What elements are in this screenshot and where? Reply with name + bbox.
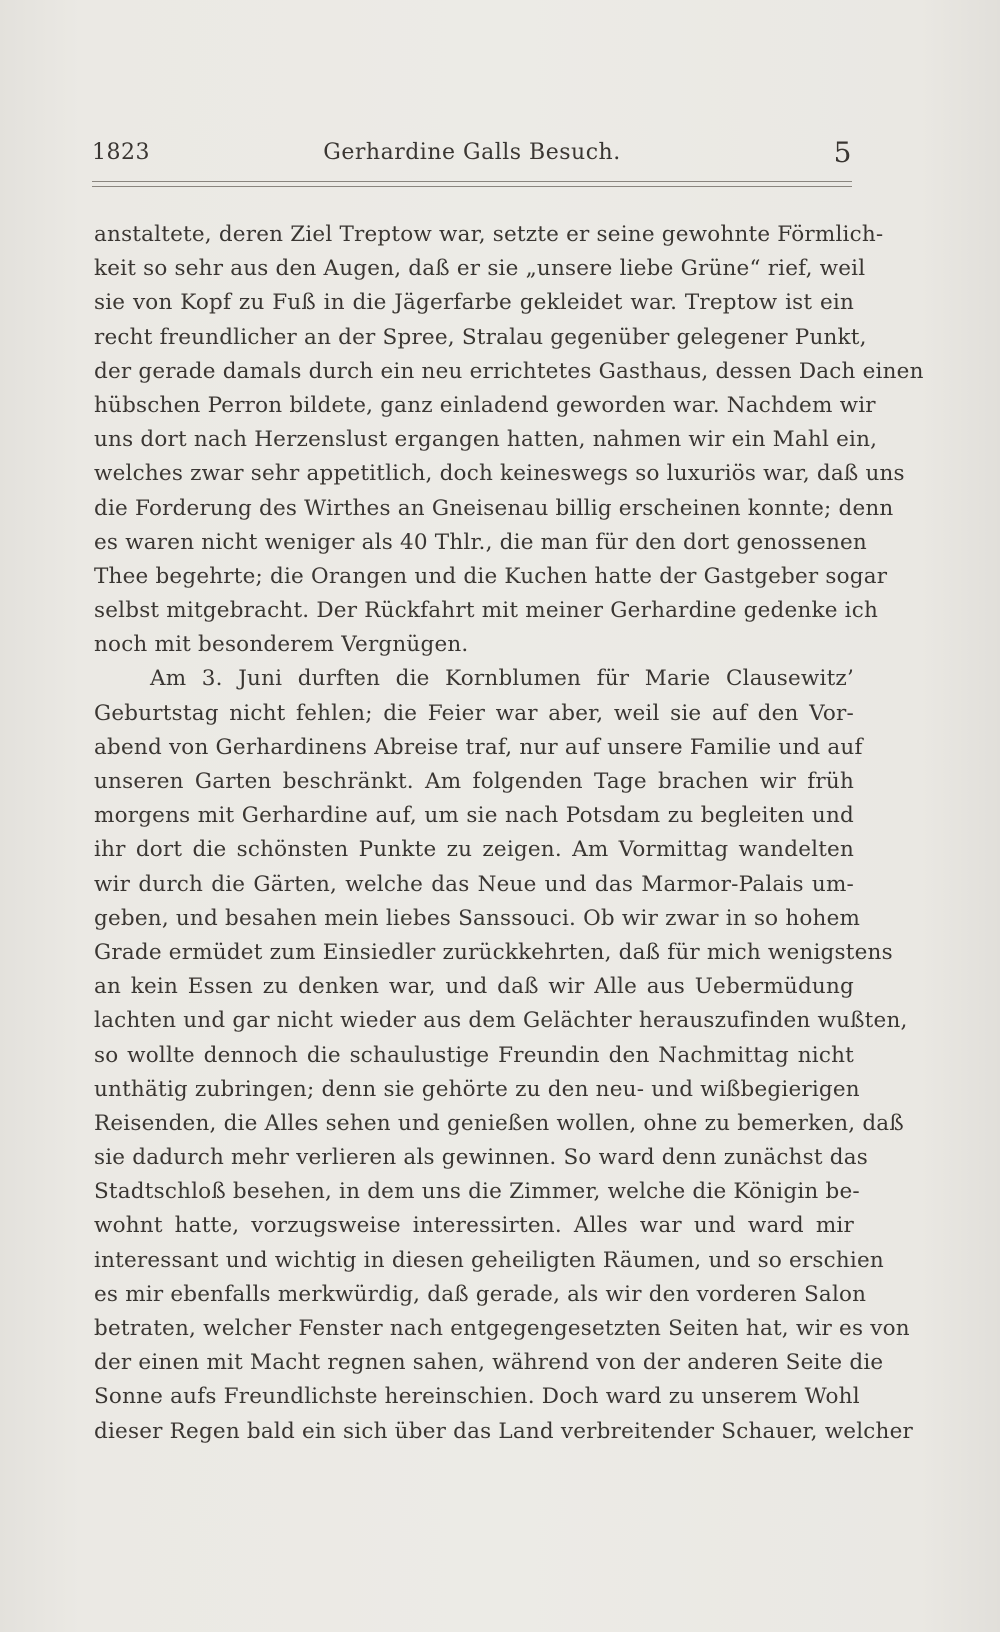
text-line: welches zwar sehr appetitlich, doch keineswegs so luxuriös war, daß uns <box>94 461 905 487</box>
header-rule <box>92 181 852 182</box>
text-line: interessant und wichtig in diesen geheiligten Räumen, und so erschien <box>94 1247 884 1273</box>
text-line: keit so sehr aus den Augen, daß er sie „unsere liebe Grüne“ rief, weil <box>94 256 866 282</box>
text-line: abend von Gerhardinens Abreise traf, nur auf unsere Familie und auf <box>94 734 863 760</box>
text-line: uns dort nach Herzenslust ergangen hatten, nahmen wir ein Mahl ein, <box>94 427 878 453</box>
text-line: noch mit besonderem Vergnügen. <box>94 632 469 658</box>
paragraph <box>94 662 913 1448</box>
text-line: wohnt hatte, vorzugsweise interessirten. Alles war und ward mir <box>94 1213 854 1239</box>
text-line: Grade ermüdet zum Einsiedler zurückkehrten, daß für mich wenigstens <box>94 939 893 965</box>
text-line: recht freundlicher an der Spree, Stralau gegenüber gelegener Punkt, <box>94 324 867 350</box>
text-line: sie von Kopf zu Fuß in die Jägerfarbe gekleidet war. Treptow ist ein <box>94 290 854 316</box>
text-line: Geburtstag nicht fehlen; die Feier war aber, weil sie auf den Vor- <box>94 700 854 726</box>
page-number: 5 <box>833 136 852 169</box>
text-line: der einen mit Macht regnen sahen, während von der anderen Seite die <box>94 1350 884 1376</box>
header-rule-double <box>92 186 852 187</box>
text-line: sie dadurch mehr verlieren als gewinnen. So ward denn zunächst das <box>94 1145 868 1171</box>
text-line: Am 3. Juni durften die Kornblumen für Marie Clausewitz’ <box>150 666 854 692</box>
text-line: dieser Regen bald ein sich über das Land verbreitender Schauer, welcher <box>94 1418 913 1444</box>
text-line: hübschen Perron bildete, ganz einladend geworden war. Nachdem wir <box>94 392 876 418</box>
text-line: Sonne aufs Freundlichste hereinschien. Doch ward zu unserem Wohl <box>94 1384 860 1410</box>
text-line: an kein Essen zu denken war, und daß wir Alle aus Uebermüdung <box>94 974 854 1000</box>
text-line: wir durch die Gärten, welche das Neue und das Marmor-Palais um- <box>94 871 854 897</box>
text-line: morgens mit Gerhardine auf, um sie nach Potsdam zu begleiten und <box>94 803 854 829</box>
running-header <box>92 136 852 174</box>
text-line: der gerade damals durch ein neu errichtetes Gasthaus, dessen Dach einen <box>94 358 924 384</box>
text-line: ihr dort die schönsten Punkte zu zeigen. Am Vormittag wandelten <box>94 837 854 863</box>
paragraph <box>94 218 924 662</box>
text-line: unthätig zubringen; denn sie gehörte zu den neu- und wißbegierigen <box>94 1076 860 1102</box>
text-line: die Forderung des Wirthes an Gneisenau billig erscheinen konnte; denn <box>94 495 894 521</box>
text-line: es mir ebenfalls merkwürdig, daß gerade, als wir den vorderen Salon <box>94 1281 867 1307</box>
text-line: selbst mitgebracht. Der Rückfahrt mit meiner Gerhardine gedenke ich <box>94 598 879 624</box>
text-line: es waren nicht weniger als 40 Thlr., die man für den dort genossenen <box>94 529 867 555</box>
text-line: anstaltete, deren Ziel Treptow war, setzte er seine gewohnte Förmlich- <box>94 222 884 247</box>
text-line: Stadtschloß besehen, in dem uns die Zimmer, welche die Königin be- <box>94 1179 860 1205</box>
header-running-title: Gerhardine Galls Besuch. <box>323 140 621 165</box>
body-text <box>94 218 924 1449</box>
text-line: Thee begehrte; die Orangen und die Kuchen hatte der Gastgeber sogar <box>94 563 888 589</box>
text-line: so wollte dennoch die schaulustige Freundin den Nachmittag nicht <box>94 1042 854 1068</box>
text-line: Reisenden, die Alles sehen und genießen wollen, ohne zu bemerken, daß <box>94 1110 904 1136</box>
text-line: lachten und gar nicht wieder aus dem Gelächter herauszufinden wußten, <box>94 1008 908 1034</box>
header-year: 1823 <box>92 140 150 165</box>
text-line: unseren Garten beschränkt. Am folgenden Tage brachen wir früh <box>94 769 854 794</box>
text-line: geben, und besahen mein liebes Sanssouci. Ob wir zwar in so hohem <box>94 905 861 931</box>
text-line: betraten, welcher Fenster nach entgegengesetzten Seiten hat, wir es von <box>94 1316 910 1341</box>
